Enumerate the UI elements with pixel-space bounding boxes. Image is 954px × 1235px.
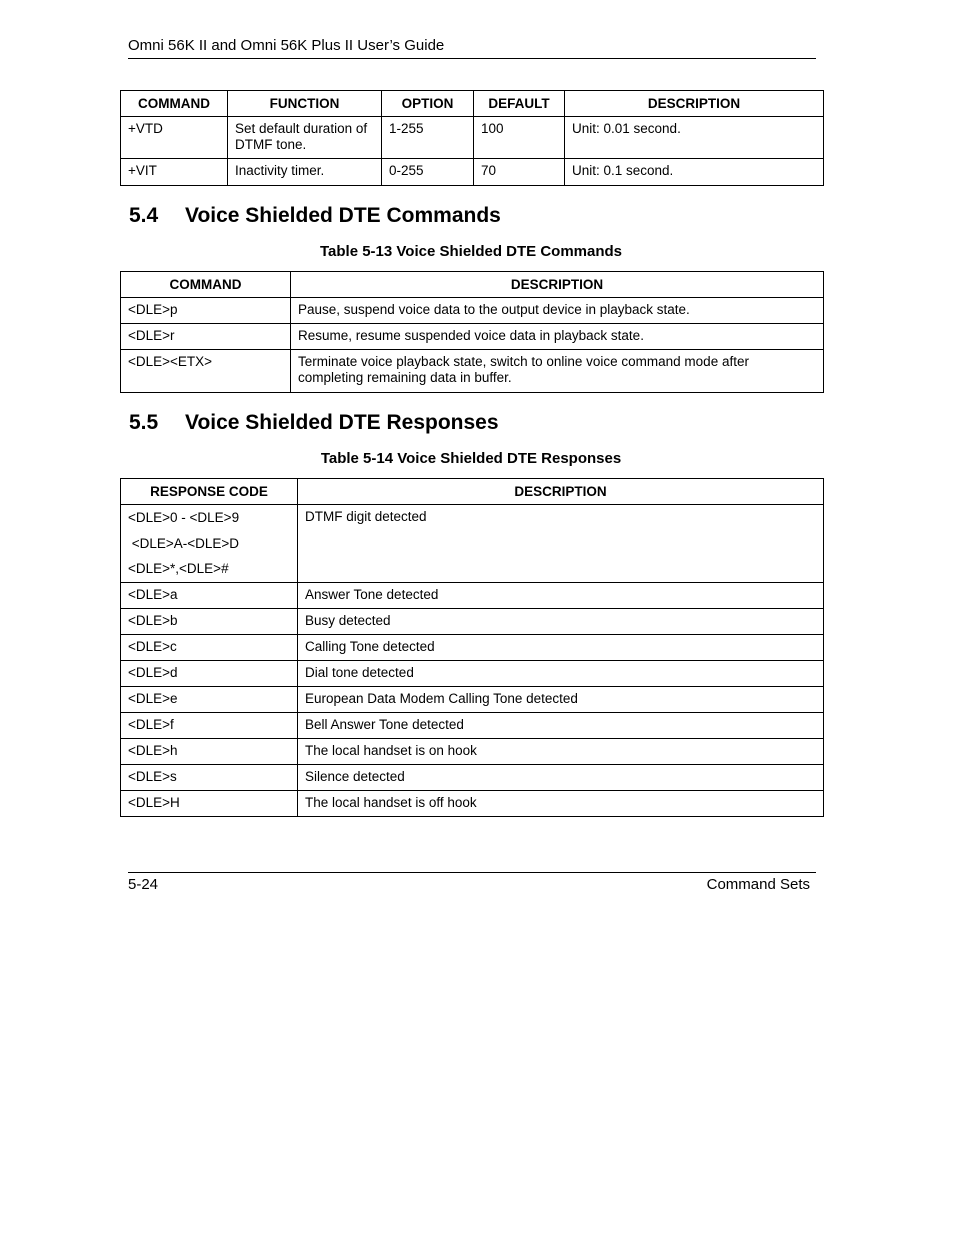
code-line: <DLE>0 - <DLE>9: [128, 510, 240, 525]
page-header: [128, 36, 816, 59]
code-line: <DLE>A-<DLE>D: [128, 535, 240, 551]
cell-description: Terminate voice playback state, switch to online voice command mode after completing remaining data in buffer.: [291, 350, 824, 393]
table-dte-responses: [120, 478, 824, 817]
section-heading-5-5: [129, 411, 499, 435]
col-header-command: COMMAND: [121, 91, 228, 117]
cell-description: Unit: 0.1 second.: [565, 159, 824, 186]
section-heading-5-4: [129, 204, 501, 228]
table-row: [121, 738, 824, 764]
code-line: <DLE>*,<DLE>#: [128, 561, 229, 576]
cell-response-code: <DLE>s: [121, 764, 298, 790]
col-header-command: COMMAND: [121, 272, 291, 298]
section-number: 5.5: [129, 411, 159, 434]
cell-option: 1-255: [382, 117, 474, 159]
table-row: [121, 582, 824, 608]
cell-description: Answer Tone detected: [298, 582, 824, 608]
table-row: [121, 159, 824, 186]
cell-description: The local handset is on hook: [298, 738, 824, 764]
cell-command: <DLE>p: [121, 298, 291, 324]
cell-function: Set default duration of DTMF tone.: [228, 117, 382, 159]
cell-description: Calling Tone detected: [298, 634, 824, 660]
table-header-row: [121, 479, 824, 505]
table-row: [121, 324, 824, 350]
cell-default: 70: [474, 159, 565, 186]
cell-description: DTMF digit detected: [298, 505, 824, 583]
cell-response-code: [121, 505, 298, 583]
table-caption-5-14: Table 5-14 Voice Shielded DTE Responses: [320, 450, 622, 467]
page-number: 5-24: [128, 876, 159, 893]
col-header-default: DEFAULT: [474, 91, 565, 117]
table-header-row: [121, 272, 824, 298]
table-row: [121, 712, 824, 738]
col-header-option: OPTION: [382, 91, 474, 117]
header-title: Omni 56K II and Omni 56K Plus II User’s Guide: [128, 37, 445, 54]
section-number: 5.4: [129, 204, 159, 227]
cell-description: Busy detected: [298, 608, 824, 634]
cell-description: Resume, resume suspended voice data in playback state.: [291, 324, 824, 350]
cell-description: Dial tone detected: [298, 660, 824, 686]
page-footer: [128, 872, 816, 897]
cell-function: Inactivity timer.: [228, 159, 382, 186]
cell-command: +VTD: [121, 117, 228, 159]
section-title: Voice Shielded DTE Commands: [185, 204, 501, 227]
cell-command: +VIT: [121, 159, 228, 186]
cell-description: European Data Modem Calling Tone detected: [298, 686, 824, 712]
col-header-description: DESCRIPTION: [298, 479, 824, 505]
cell-response-code: <DLE>c: [121, 634, 298, 660]
col-header-description: DESCRIPTION: [291, 272, 824, 298]
cell-response-code: <DLE>a: [121, 582, 298, 608]
table-row: [121, 660, 824, 686]
cell-response-code: <DLE>d: [121, 660, 298, 686]
table-row: [121, 634, 824, 660]
table-dte-commands: [120, 271, 824, 393]
table-header-row: [121, 91, 824, 117]
table-row: [121, 117, 824, 159]
cell-description: Pause, suspend voice data to the output device in playback state.: [291, 298, 824, 324]
cell-option: 0-255: [382, 159, 474, 186]
table-row: [121, 790, 824, 816]
cell-default: 100: [474, 117, 565, 159]
col-header-description: DESCRIPTION: [565, 91, 824, 117]
cell-description: Bell Answer Tone detected: [298, 712, 824, 738]
table-row: [121, 764, 824, 790]
table-row: [121, 298, 824, 324]
cell-command: <DLE><ETX>: [121, 350, 291, 393]
cell-response-code: <DLE>H: [121, 790, 298, 816]
cell-description: Unit: 0.01 second.: [565, 117, 824, 159]
cell-command: <DLE>r: [121, 324, 291, 350]
col-header-response-code: RESPONSE CODE: [121, 479, 298, 505]
cell-response-code: <DLE>e: [121, 686, 298, 712]
cell-description: Silence detected: [298, 764, 824, 790]
table-caption-5-13: Table 5-13 Voice Shielded DTE Commands: [319, 243, 623, 260]
table-row: [121, 608, 824, 634]
footer-section-name: Command Sets: [706, 876, 810, 893]
cell-response-code: <DLE>f: [121, 712, 298, 738]
table-row: [121, 686, 824, 712]
section-title: Voice Shielded DTE Responses: [185, 411, 499, 434]
table-voice-timing: [120, 90, 824, 186]
cell-response-code: <DLE>b: [121, 608, 298, 634]
col-header-function: FUNCTION: [228, 91, 382, 117]
cell-response-code: <DLE>h: [121, 738, 298, 764]
table-row: [121, 350, 824, 393]
cell-description: The local handset is off hook: [298, 790, 824, 816]
table-row: [121, 505, 824, 583]
